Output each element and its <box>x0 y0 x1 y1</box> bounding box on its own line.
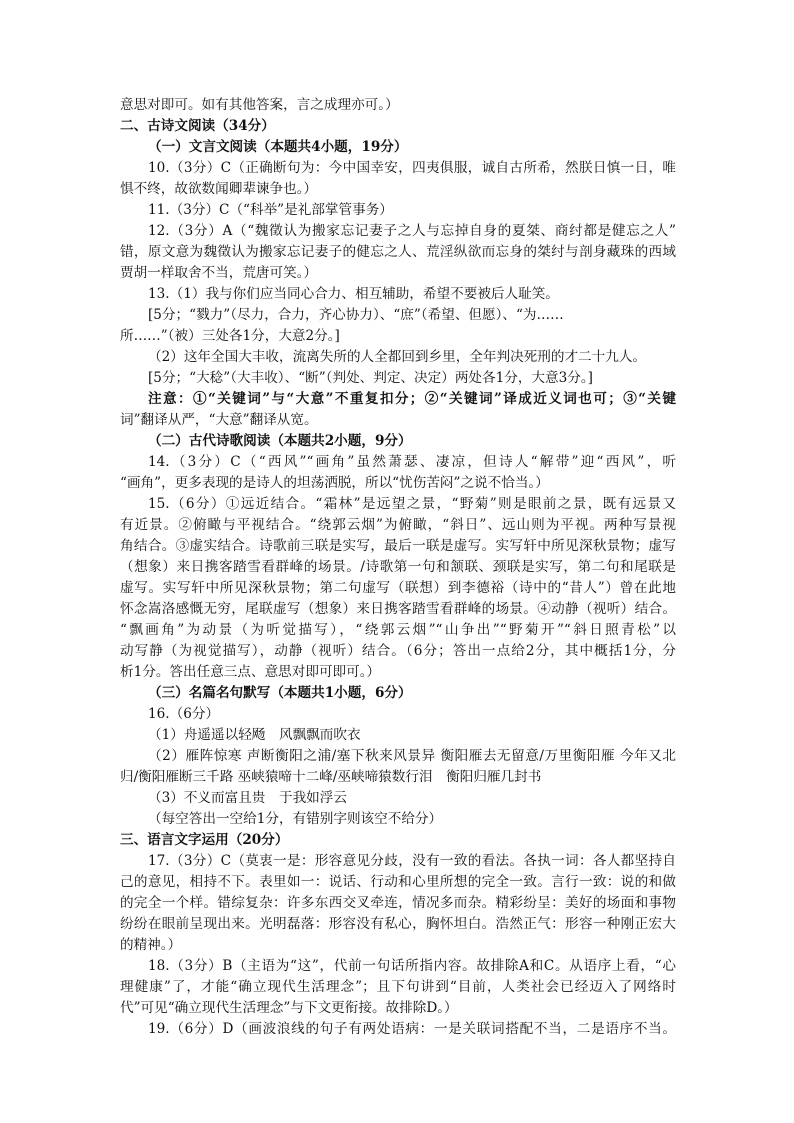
text-line: 所……”（被）三处各1分，大意2分。] <box>120 328 340 344</box>
text-line: 16.（6分） <box>148 706 220 722</box>
section-heading: 三、语言文字运用（20分） <box>120 832 289 848</box>
text-line: “飘画角”为动景（为听觉描写），“绕郭云烟”“山争出”“野菊开”“斜日照青松”以 <box>120 622 676 638</box>
text-line: 13.（1）我与你们应当同心合力、相互辅助，希望不要被后人耻笑。 <box>148 286 559 302</box>
text-line: 意思对即可。如有其他答案，言之成理亦可。） <box>120 97 399 113</box>
text-line: 析1分。答出任意三点、意思对即可即可。） <box>120 664 381 680</box>
text-line: 动写静（为视觉描写），动静（视听）结合。（6分；答出一点给2分，其中概括1分，分 <box>120 643 676 659</box>
text-line: 17.（3分）C（莫衷一是：形容意见分歧，没有一致的看法。各执一词：各人都坚持自 <box>148 853 676 869</box>
subsection-heading: （二）古代诗歌阅读（本题共2小题，9分） <box>148 433 412 449</box>
text-line: （2）雁阵惊寒 声断衡阳之浦/塞下秋来风景异 衡阳雁去无留意/万里衡阳雁 今年又北 <box>148 748 676 764</box>
subsection-heading: （三）名篇名句默写（本题共1小题，6分） <box>148 685 412 701</box>
text-line: 的精神。） <box>120 937 182 953</box>
text-line: 词”翻译从严，“大意”翻译从宽。 <box>120 412 318 428</box>
text-line: （3）不义而富且贵 于我如浮云 <box>148 790 347 806</box>
text-line: 14.（3分）C（“西风”“画角”虽然萧瑟、凄凉，但诗人“解带”迎“西风”，听 <box>148 454 676 470</box>
text-line: （每空答出一空给1分，有错别字则该空不给分） <box>148 811 443 827</box>
text-line: 10.（3分）C（正确断句为：今中国幸安，四夷俱服，诚自古所希，然朕日慎一日，唯 <box>148 160 676 176</box>
text-line: 贾胡一样取舍不当，荒唐可笑。） <box>120 265 318 281</box>
text-line: 惧不终，故欲数闻卿辈谏争也。） <box>120 181 318 197</box>
text-line: “画角”，更多表现的是诗人的坦荡洒脱，所以“忧伤苦闷”之说不恰当。） <box>120 475 549 491</box>
text-line: 虚写。实写轩中所见深秋景物；第二句虚写（联想）到李德裕（诗中的“昔人”）曾在此地 <box>120 580 676 596</box>
text-line: [5分；“大稔”（大丰收）、“断”（判处、判定、决定）两处各1分，大意3分。] <box>148 370 593 386</box>
text-line: 错，原文意为魏徵认为搬家忘记妻子的健忘之人、荒淫纵欲而忘身的桀纣与剖身藏珠的西域 <box>120 244 676 260</box>
text-line: 纷纷在眼前呈现出来。光明磊落：形容没有私心，胸怀坦白。浩然正气：形容一种刚正宏大 <box>120 916 676 932</box>
text-line: （1）舟遥遥以轻飏 风飘飘而吹衣 <box>148 727 361 743</box>
text-line: [5分；“戮力”（尽力，合力，齐心协力）、“庶”（希望、但愿）、“为…… <box>148 307 564 323</box>
text-line: 15.（6分）①远近结合。“霜林”是远望之景，“野菊”则是眼前之景，既有远景又 <box>148 496 676 512</box>
text-line: 18.（3分）B（主语为“这”，代前一句话所指内容。故排除A和C。从语序上看，“心 <box>148 958 676 974</box>
text-line: 12.（3分）A（“魏徵认为搬家忘记妻子之人与忘掉自身的夏桀、商纣都是健忘之人” <box>148 223 676 239</box>
subsection-heading: （一）文言文阅读（本题共4小题，19分） <box>148 139 408 155</box>
text-line: （想象）来日携客踏雪看群峰的场景。/诗歌第一句和颔联、颈联是实写，第二句和尾联是 <box>120 559 676 575</box>
text-line: 代”可见“确立现代生活理念”与下文更衔接。故排除D。） <box>120 1000 458 1016</box>
text-line: 的完全一个样。错综复杂：许多东西交叉牵连，情况多而杂。精彩纷呈：美好的场面和事物 <box>120 895 676 911</box>
text-line: 己的意见，相持不下。表里如一：说话、行动和心里所想的完全一致。言行一致：说的和做 <box>120 874 676 890</box>
text-line: 19.（6分）D（画波浪线的句子有两处语病：一是关联词搭配不当，二是语序不当。 <box>148 1021 676 1037</box>
section-heading: 二、古诗文阅读（34分） <box>120 118 275 134</box>
text-line: 怀念嵩洛感慨无穷，尾联虚写（想象）来日携客踏雪看群峰的场景。④动静（视听）结合。 <box>120 601 676 617</box>
note-line: 注意：①“关键词”与“大意”不重复扣分；②“关键词”译成近义词也可；③“关键 <box>148 391 676 407</box>
text-line: 11.（3分）C（“科举”是礼部掌管事务） <box>148 202 393 218</box>
text-line: 理健康”了，才能“确立现代生活理念”；且下句讲到“目前，人类社会已经迈入了网络时 <box>120 979 676 995</box>
text-line: （2）这年全国大丰收，流离失所的人全都回到乡里，全年判决死刑的才二十九人。 <box>148 349 647 365</box>
text-line: 归/衡阳雁断三千路 巫峡猿啼十二峰/巫峡啼猿数行泪 衡阳归雁几封书 <box>120 769 542 785</box>
text-line: 有近景。②俯瞰与平视结合。“绕郭云烟”为俯瞰，“斜日”、远山则为平视。两种写景视 <box>120 517 676 533</box>
text-line: 角结合。③虚实结合。诗歌前三联是实写，最后一联是虚写。实写轩中所见深秋景物；虚写 <box>120 538 676 554</box>
